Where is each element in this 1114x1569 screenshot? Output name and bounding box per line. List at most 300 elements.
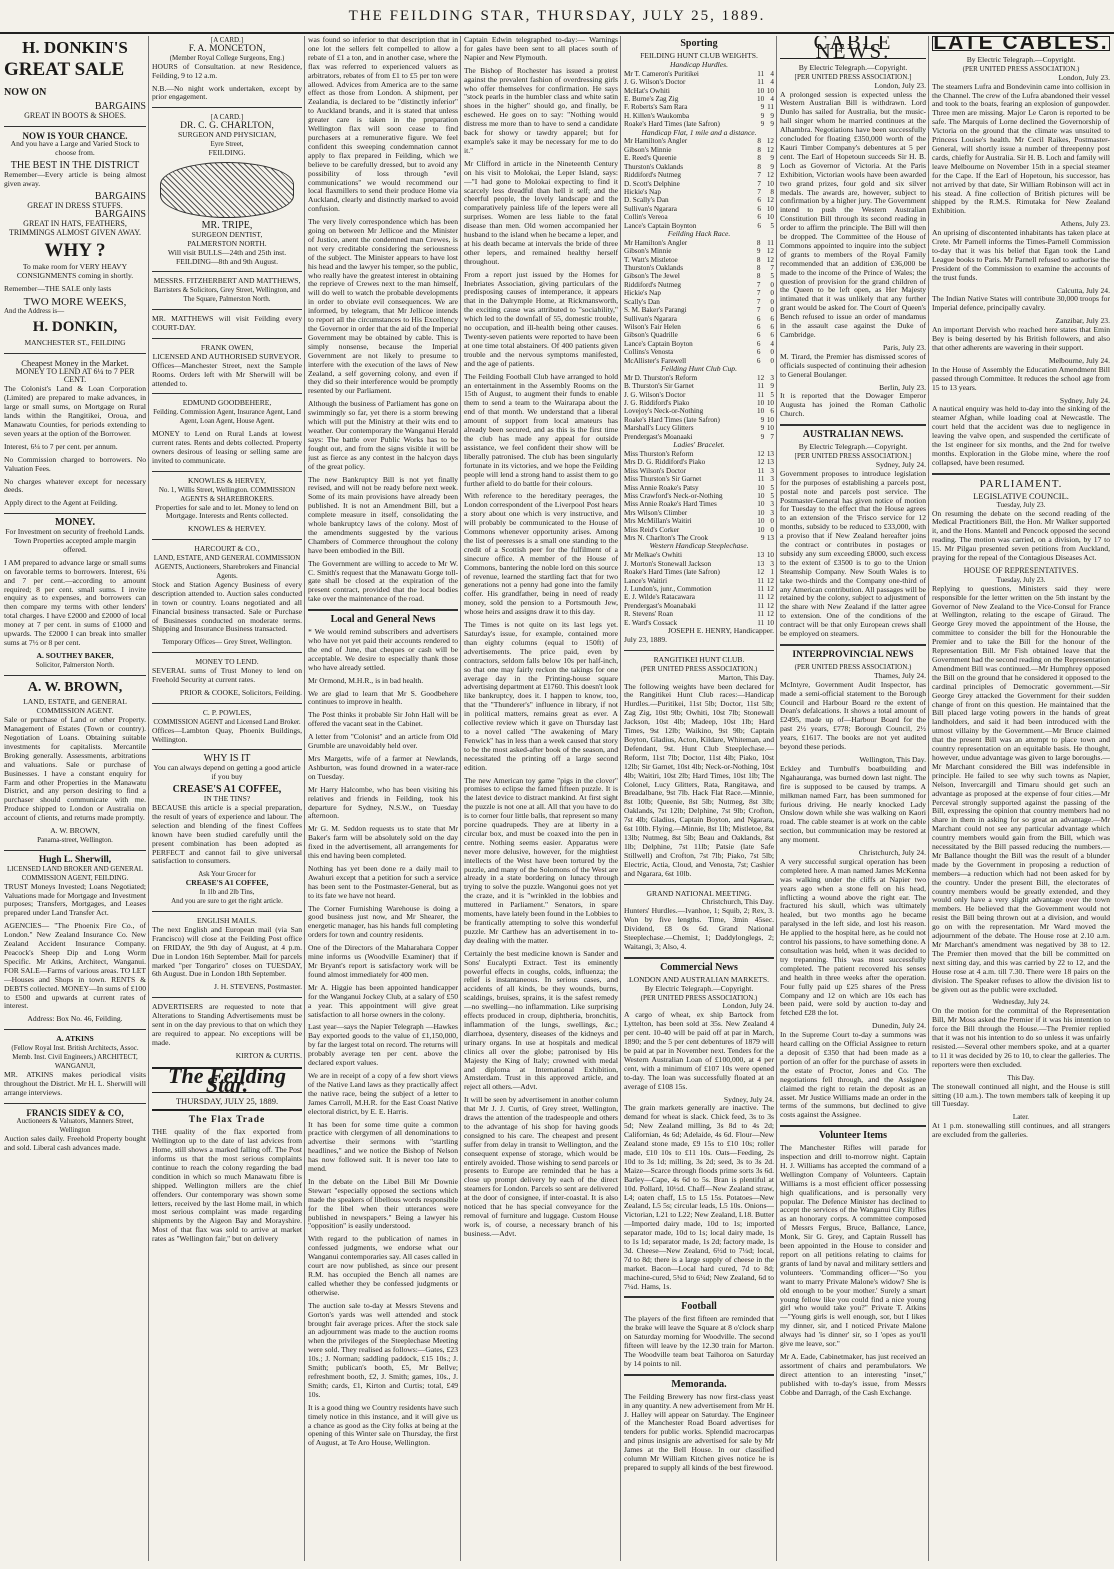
crease-coffee-2: CREASE'S A1 COFFEE, xyxy=(185,878,269,888)
weight-row xyxy=(624,458,774,466)
column-divider xyxy=(620,36,621,1561)
weight-pounds: 4 xyxy=(770,69,774,78)
temporary-offices: Temporary Offices— Grey Street, Wellington. xyxy=(162,638,292,647)
horse-name: Mrs Wilson's Climber xyxy=(624,508,688,517)
weight-pounds: 11 xyxy=(767,238,774,247)
sydney-text: The grain markets generally are inactive. The demand for wheat is slack. Chick feed, 3s to 3s 5d; New Zealand milling, 3s 8d to 4s 2d; Californian, 4s 6d; Adelaide, 4s 6d. Flour—New Zealand stone made, £9 15s to £10 10s; roller made, £10 10s to £11 10s. Oats—Feeding, 2s 10d to 3s 1d; milling, 3s 2d; seed, 3s to 3s 2d. Maize—Scarce through floods prime sorts 3s 6d. Barley—Cape, 4s 6d to 5s. Bran is plentiful at 10d. Pollard, 10½d. Chaff—New Zealand straw, L4; oaten chaff, L5 to L5 15s. Potatoes—New Zealand, L5 5s; circular leads, L5 10s. Onions—Victorian, L21 to L22; New Zealand, L18. Butter—Imported dairy made, 10d to 1s; imported separator made, 10d to 1s; local dairy made, 1s to 1s 1d; separator made, 1s 2d; factory made, 1s 3d. Cheese—New Zealand, 6½d to 7¼d; local, 7d to 8d; there is a large supply of cheese in the market. Bacon—Local hard cured, 7d to 8d; machine-cured, 5¾d to 6¼d; New Zealand, 6d to 7¼d. Hams, 1s. xyxy=(624,1103,774,1291)
weight-row xyxy=(624,340,774,348)
cheapest-money: Cheapest Money in the Market. xyxy=(21,357,129,368)
address-label: And the Address is— xyxy=(4,307,65,316)
local-item: Mr A. Higgie has been appointed handicapper for the Wanganui Jockey Club, at a salary of £50 a year. This appointment will give great satisfaction to all horse owners in the colony. xyxy=(308,982,458,1019)
weight-pounds: 10 xyxy=(766,551,774,560)
paris-text: M. Tirard, the Premier has dismissed scores of officials suspected of continuing their adhesion to General Boulanger. xyxy=(780,351,926,379)
weight-pounds: 10 xyxy=(766,424,774,433)
local-item: Mrs Margetts, wife of a farmer at Newlands, Ashburton, was found drowned in a water-race on Tuesday. xyxy=(308,753,458,781)
local-item: * We would remind subscribers and advertisers who have not yet paid their accounts rendered to the end of June, that cheques or cash will be acceptable. We desire to especially thank those who have already settled. xyxy=(308,627,458,672)
grand-national-heading: GRAND NATIONAL MEETING. xyxy=(646,888,752,898)
horse-name: Lance's Waitiri xyxy=(624,576,668,585)
steeplechase-heading: Western Handicap Steeplechase. xyxy=(649,541,749,551)
rangitikei-pa: (PER UNITED PRESS ASSOCIATION.) xyxy=(640,664,758,673)
cable-by: By Electric Telegraph.—Copyright. xyxy=(798,62,908,72)
sporting-heading: Sporting xyxy=(680,38,718,49)
athens-dateline: Athens, July 23. xyxy=(1060,219,1110,229)
legislative-text: On resuming the debate on the second reading of the Medical Practitioners Bill, the Hon. Mr Walker supported it, and the Hons. Mantell and Pencock opposed the second reading. The motion was carried, on a division, by 17 to 15. Mr Pilgau presented seven petitions from Auckland, praying for the repeal of the Contagious Diseases Act. xyxy=(932,508,1110,563)
weight-stone: 10 xyxy=(757,86,765,95)
weight-pounds: 12 xyxy=(766,137,774,146)
weight-stone: 7 xyxy=(757,187,762,196)
weight-pounds: 6 xyxy=(770,407,774,416)
weight-pounds: 3 xyxy=(770,508,774,517)
sherwill-sub: LICENSED LAND BROKER AND GENERAL COMMISSION AGENT, FEILDING. xyxy=(6,864,144,882)
weight-stone: 12 xyxy=(757,458,765,467)
donkin-name: H. DONKIN, xyxy=(32,318,118,335)
horse-name: J. G. Wilson's Doctor xyxy=(624,78,686,87)
weight-pounds: 5 xyxy=(770,221,774,230)
local-item: One of the Directors of the Maharahara Copper mine informs us (Woodville Examiner) that if Mr Bryant's report is satisfactory work will be found almost immediately for 400 men. xyxy=(308,943,458,979)
feilding-star-logo: The Feilding Star. xyxy=(152,1067,302,1094)
memoranda-heading: Memoranda. xyxy=(671,1378,727,1390)
horse-name: B. Thurston's Sir Garnet xyxy=(624,382,694,391)
news-item: Certainly the best medicine known is Sander and Sons' Eucalypti Extract. Test its eminently powerful effects in coughs, colds, influenza; the relief is instantaneous. In serious cases, and accidents of all kinds, be they wounds, burns, scaldings, bruises, sprains, it is the safest remedy—no swelling—no inflammation. Like surprising effects produced in croup, diphtheria, bronchitis, inflammation of the lungs, swellings, &c.; diarrhoea, dysentery, diseases of the kidneys and urinary organs. In use at hospitals and medical clinics all over the globe; patronised by His Majesty the King of Italy; crowned with medal and diploma at International Exhibition, Amsterdam. Trust in this approved article, and reject all others.—Advt. xyxy=(464,948,618,1092)
horse-name: Wilson's Fair Helen xyxy=(624,322,681,331)
horse-name: Gibson's Minnie xyxy=(624,145,672,154)
rangitikei-text: The following weights have been declared for the Rangitikei Hunt Club races:—Handicap Hurdles.—Puritikei, 11st 5lb; Doctor, 11st 5lb; Zag Zig, 10st 9lb; Owhiti, 10st 7lb; Stonewall Jackson, 10st 4lb; Madeep, 10st 1lb; Hard Times, 9st 12lb; Waikino, 9st 9lb; Captain Boyton, Gladius, Acton, Kildare, Whiteman, and Defendant, 9st. Hunt Club Steeplechase.—Reform, 11st 7lb; Doctor, 11st 4lb; Piako, 10st 12lb; Sir Garnet, 10st 4lb; Neck-or-Nothing, 10st 4lb; Waitiri, 10st 2lb; Hard Times, 10st 1lb; The Colonel, Lucy Glitters, Rata, Rangitawa, and Breadalbane, 9st 7lb. Hack Flat Race.—Minnie, 8st 10lb; Queenie, 8st 5lb; Nutmeg, 8st 3lb; Oaklands, 7st 12lb; Delphine, 7st 9lb; Crofton, 7st 4lb; Gladius, Captain Boyton, and Ngarara, 6st 10lb. Flying.—Minnie, 8st 1lb; Mistletoe, 8st 13lb; Nutmeg, 8st 5lb; Beau and Oaklands, 8st 1lb; Delphine, 7st 11lb; Patsie (late Safe Stillwell) and Crofton, 7st 7lb; Piako, 7st 5lb; Electric, Actia, Cloud, and Venosta, 7st; Cashier and Ngarara, 6st 10lb. xyxy=(624,681,774,878)
southey-sub: Solicitor, Palmerston North. xyxy=(35,660,115,669)
brown-text: Sale or purchase of Land or other Property. Management of Estates (Town or country). Negotiation of Loans. Obtaining suitable investments for capitalists. Mercantile Broking generally. Assessments, arbitrations and valuations. Sale or purchase of Businesses. I have a constant enquiry for Farm and other Properties in the Manawatu District, and any person desiring to find a purchaser should communicate with me. Produce shipped to London or Australia on account of clients, and returns made promptly. xyxy=(4,715,146,823)
weight-pounds: 0 xyxy=(770,306,774,315)
news-item: The Bishop of Rochester has issued a protest against the prevalent fashion of overdressing girls who offer themselves for confirmation. He says "stock pearls in the humbler class and white satin shoes in the higher" should go, and finally, be eschewed. He goes on to say: "Nothing would distress me more than to have to send a candidate back for showy or tawdry apparel; but for example's sake it may be necessary for me to do it." xyxy=(464,65,618,155)
local-item: The auction sale to-day at Messrs Stevens and Gorton's yards was well attended and stock brought fair average prices. After the stock sale an adjournment was made to the auction rooms when the privileges of the Steeplechase Meeting were sold. They realised as follows:—Gates, £23 10s.; J. Norman; saddling paddock, £15 10s.; J. Smith; publican's booth, £5, Mr Bellve; refreshment booth, £2, J. Smith; games, 10s., J. Smith; cards, £1, Kirton and Curtis; total, £49 10s. xyxy=(308,1300,458,1399)
eade-text: Mr A. Eade, Cabinetmaker, has just received an assortment of chairs and perambulators. We direct attention to an interesting "inset," published with to-day's issue, from Messrs Cobbe and Darragh, of the Cash Exchange. xyxy=(780,1351,926,1397)
news-item: The Feilding Football Club have arranged to hold an entertainment in the Assembly Rooms on the 15th of August, to augment their funds to enable them to send a team to the Wairarapa about the end of that month. We understand that a liberal amount of support from local amateurs has already been secured, and as this is the first time the club has made any appeal for outside assistance, we feel confident their show will be liberally patronised. The club has been singularly fortunate in its victories, and we hope the Feilding people will lend a strong hand to assist them to go further afield to do battle for their colours. xyxy=(464,371,618,488)
weight-pounds: 12 xyxy=(766,247,774,256)
weight-pounds: 9 xyxy=(770,111,774,120)
horse-name: Roake's Hard Times (late Safron) xyxy=(624,568,720,577)
weight-pounds: 3 xyxy=(770,559,774,568)
card-label: [A CARD.] xyxy=(210,36,244,44)
berlin-dateline: Berlin, July 23. xyxy=(879,382,926,392)
bargains-label: BARGAINS xyxy=(94,100,146,112)
weight-row xyxy=(624,517,774,525)
weight-row xyxy=(624,87,774,95)
local-item: We are glad to learn that Mr S. Goodbehere continues to improve in health. xyxy=(308,688,458,707)
flax-trade-text: THE quality of the flax exported from Wellington up to the date of last advices from Home, still shows a marked falling off. The Post informs us that the most serious complaints continue to reach the colony regarding the bad condition in which so much Manawatu fibre is shipped. Wellington millers are the chief offenders. Our contemporary was shown some letters, received by the last Home mail, in which most serious complaint was made regarding shipments by the Aigeon Bay and Morayshire. Most of that flax was sold to arrive at market rates as "Wellington fair," but on delivery xyxy=(152,1127,302,1244)
weight-stone: 9 xyxy=(760,120,765,129)
best-in-district: THE BEST IN THE DISTRICT xyxy=(10,160,140,172)
issue-date: THURSDAY, JULY 25, 1889. xyxy=(152,1095,302,1111)
weight-stone: 11 xyxy=(757,69,765,78)
weight-row xyxy=(624,602,774,610)
owen-sub: LICENSED AND AUTHORISED SURVEYOR. xyxy=(152,351,302,361)
weight-row xyxy=(624,103,774,111)
column-divider xyxy=(148,36,149,1561)
weight-stone: 8 xyxy=(757,137,762,146)
horse-name: E. J. Wilde's Ratacawara xyxy=(624,593,695,602)
weight-pounds: 12 xyxy=(766,255,774,264)
weight-row xyxy=(624,196,774,204)
knowles-text: Properties for sale and to let. Money to lend on Mortgage. Interests and Rents collected. xyxy=(155,502,299,521)
horse-name: Miss Crawford's Neck-or-Nothing xyxy=(624,492,723,501)
weight-pounds: 9 xyxy=(770,154,774,163)
weight-pounds: 12 xyxy=(766,593,774,602)
nb-text: N.B.—No night work undertaken, except by prior engagement. xyxy=(152,83,302,102)
weight-row xyxy=(624,272,774,280)
charlton-sub: SURGEON AND PHYSICIAN, xyxy=(177,130,277,140)
horse-name: Collin's Vereoa xyxy=(624,213,668,222)
horse-name: J. Morton's Stonewall Jackson xyxy=(624,559,712,568)
weight-row xyxy=(624,492,774,500)
harcourt-text: Stock and Station Agency Business of every description attended to. Auction sales conducted in town or country. Loans negotiated and all Financial business transacted. Sale or Purchase of Businesses conducted on moderate terms. Shipping and Insurance Business transacted. xyxy=(152,579,302,634)
handicap-flat-heading: Handicap Flat, 1 mile and a distance. xyxy=(641,127,757,137)
horse-name: D. Scally's Dan xyxy=(624,196,669,205)
fitzherbert-heading: MESSRS. FITZHERBERT AND MATTHEWS, xyxy=(153,276,301,286)
column-5-sporting xyxy=(624,36,774,1561)
weight-stone: 11 xyxy=(757,78,765,87)
weight-stone: 10 xyxy=(757,483,765,492)
athens-text: An uprising of discontented inhabitants has taken place at Crete. Mr Parnell informs the Times-Parnell Commission to-day that it was his belief that Egan took the Land League books to Paris. Mr Parnell refused to authorise the President of the Commission to examine the accounts of the trust funds. xyxy=(932,228,1110,282)
horse-name: Prendergast's Moanabaki xyxy=(624,601,697,610)
weight-row xyxy=(624,298,774,306)
steeplechase-table xyxy=(624,551,774,627)
horse-name: Roake's Hard Times (late Safron) xyxy=(624,415,720,424)
weight-row xyxy=(624,315,774,323)
weight-row xyxy=(624,407,774,415)
weight-pounds: 0 xyxy=(770,525,774,534)
brown-signature: A. W. BROWN, xyxy=(50,826,100,836)
weight-row xyxy=(624,560,774,568)
weight-row xyxy=(624,500,774,508)
weight-row xyxy=(624,163,774,171)
weight-pounds: 12 xyxy=(766,610,774,619)
horse-name: Mrs N. Charlton's The Crook xyxy=(624,534,709,543)
atkins-sub: (Fellow Royal Inst. British Architects, Assoc. Memb. Inst. Civil Engineers,) ARCHITECT, WANGANUI, xyxy=(11,1044,139,1070)
horse-name: T. Watt's Mistletoe xyxy=(624,255,678,264)
late-cables-by: By Electric Telegraph.—Copyright. xyxy=(966,54,1076,64)
bargains-hats: GREAT IN HATS, FEATHERS, TRIMMINGS ALMOST GIVEN AWAY. xyxy=(8,218,142,237)
weight-row xyxy=(624,526,774,534)
horse-name: Mr Melkae's Owhiti xyxy=(624,551,682,560)
wednesday-text: On the motion for the committal of the Representation Bill, Mr Moss asked the Premier if it was his intention to force the Bill through the House.—The Premier replied that it was not his intention to do so unless it was unfairly resisted.—Several other members spoke, and at a quarter to 11 it was decided by 26 to 10, to clear the galleries. The reporters were then excluded. xyxy=(932,1006,1110,1069)
local-item: Mr G. M. Seddon requests us to state that Mr Baker's farm will be absolutely sold on the day fixed in the advertisement, all arrangements for this end having been completed. xyxy=(308,824,458,861)
weight-stone: 6 xyxy=(756,331,761,340)
weight-stone: 8 xyxy=(756,272,761,281)
kirton-curtis: KIRTON & CURTIS. xyxy=(235,1050,302,1060)
weight-stone: 8 xyxy=(757,145,762,154)
horse-name: S. M. Baker's Parangi xyxy=(624,306,687,315)
horse-name: Miss Annie Roake's Patsy xyxy=(624,483,699,492)
in-the-tins: IN THE TINS? xyxy=(203,794,251,804)
weight-stone: 10 xyxy=(757,399,765,408)
weight-row xyxy=(624,180,774,188)
wellington-text: Eckley and Turnbull's boatbuilding and Ngahauranga, was burned down last night. The fire is supposed to be caused by tramps. A milkman named Farr, has been summoned for furious driving. He nearly knocked Lady Onslow down while she was walking on Kaori road. The cable steamer is at work on the cable section, but communication may be restored at any moment. xyxy=(780,763,926,845)
weight-pounds: 3 xyxy=(770,500,774,509)
news-item: It will be seen by advertisement in another column that Mr J. J. Curtis, of Grey street, Wellington, draws the attention of the tradespeople and others to the advantage of his shop for having goods consigned to his care. The cheapest and present suffer from delay in transit to Wellington, and the consequent expense of storage, which would be entirely avoided. Those wishing to send parcels or presents to Europe are reminded that he has a close up prompt delivery by each of the direct steamers for London. Parcels so sent are delivered at the door of consignee, if inter-coastal. It is also noticed that he has special conveyance for the removal of furniture and luggage. Custom House work is, of course, a necessary branch of his business.—Advt. xyxy=(464,1095,618,1238)
weight-stone: 13 xyxy=(757,551,765,560)
local-item: A letter from "Colonist" and an article from Old Grumble are unavoidably held over. xyxy=(308,732,458,751)
weight-stone: 9 xyxy=(760,534,765,543)
dunedin-text: In the Supreme Court to-day a summons was heard calling on the Official Assignee to return a deposit of £350 that had been made as a portion of an offer for the purchase of assets in the estate of Proctor, Jones and Co. The negotiations fell through, and the Assignee claimed the right to retain the deposit as an asset. Mr Justice Williams made an order in the terms of the summons, but declined to give costs against the Assignee. xyxy=(780,1030,926,1120)
legislative-dateline: Tuesday, July 23. xyxy=(996,500,1046,509)
bankruptcy-bill: The new Bankruptcy Bill is not yet finally revised, and will not be ready before next week. Some of its main provisions have already been published. It is not an Amendment Bill, but a complete measure in itself, consolidating the whole bankruptcy laws of the colony. Most of the amendments suggested by the various Chambers of Commerce throughout the colony have been embodied in the Bill. xyxy=(308,474,458,555)
tins-sizes: In 1lb and 2lb Tins, xyxy=(199,888,255,897)
ladies-bracelet-heading: Ladies' Bracelet. xyxy=(673,440,725,450)
commercial-dateline: London, July 24. xyxy=(722,1001,774,1011)
auction-text: Auction sales daily. Freehold Property bought and sold. Liberal cash advances made. xyxy=(4,1134,146,1153)
weight-stone: 11 xyxy=(757,382,765,391)
horse-name: E. Reed's Queenie xyxy=(624,154,677,163)
weight-pounds: 10 xyxy=(766,86,774,95)
handicap-date: July 23, 1889. xyxy=(624,634,668,644)
weight-row xyxy=(624,213,774,221)
weight-stone: 9 xyxy=(760,111,765,120)
horse-name: Scally's Dan xyxy=(624,297,660,306)
horse-name: Miss Annie Roake's Hard Times xyxy=(624,500,717,509)
news-item: Captain Edwin telegraphed to-day:— Warnings for gales have been sent to all places south of Napier and New Plymouth. xyxy=(464,36,618,62)
weight-stone: 7 xyxy=(756,280,761,289)
weight-stone: 7 xyxy=(757,179,762,188)
horse-name: J. G. Riddiford's Piako xyxy=(624,399,690,408)
horse-name: Riddiford's Nutmeg xyxy=(624,171,681,180)
local-item: It is a good thing we Country residents have such timely notice in this instance, and it will give us a chance as good as the City folks at being at the opening of this Winter sale on Thursday, the first of August, at Te Aro House, Wellington. xyxy=(308,1402,458,1448)
weight-pounds: 0 xyxy=(770,356,774,365)
weight-stone: 9 xyxy=(760,424,765,433)
thames-dateline: Thames, July 24. xyxy=(874,670,926,680)
charlton-address: Eyre Street, xyxy=(210,140,244,149)
tripe-town: PALMERSTON NORTH. xyxy=(187,238,267,248)
goodbehere-text: MONEY to Lend on Rural Lands at lowest current rates. Rents and debts collected. Property owners desirous of leasing or selling same are invited to communicate. xyxy=(152,429,302,465)
money-text: For Investment on security of freehold Lands. Town Properties accepted ample margin offered. xyxy=(5,527,145,554)
apply-text: Apply direct to the Agent at Feilding. xyxy=(4,498,118,508)
weight-row xyxy=(624,577,774,585)
charlton-town: FEILDING. xyxy=(208,147,246,157)
weight-pounds: 10 xyxy=(766,213,774,222)
australian-text: Government proposes to introduce legislation for the purposes of establishing a parcels post, postal note and parcels post service. The Postmaster-General has given notice of motion for Tuesday to the effect that the House agrees to an extension of the 'Frisco service for 12 months, subsidy to be reduced to £33,000, with a proviso that if New Zealand hereafter joins the contract or contributes in postages or subsidy any sum exceeding £8000, such excess to the extent of £3500 is to go to the Union Steamship Company. New South Wales is to take two-thirds and the Company one-third of any American contribution. All passages will be retained by the colony, subject to adjustment of the share with New Zealand if the latter agree to extension. One of the conditions of the contract will be that only European crews shall be employed on steamers. xyxy=(780,468,926,639)
horse-name: Marshall's Lucy Glitters xyxy=(624,424,694,433)
weight-pounds: 13 xyxy=(766,534,774,543)
weight-pounds: 9 xyxy=(770,120,774,129)
weight-pounds: 3 xyxy=(770,466,774,475)
football-text: The players of the first fifteen are reminded that the brake will leave the Square at 8 o'clock sharp on Saturday morning for Woodville. The second fifteen will leave by the 12.30 train for Marton. The Woodville team beat Taihoroa on Saturday by 14 points to nil. xyxy=(624,1314,774,1368)
weight-row xyxy=(624,391,774,399)
australian-pa: [PER UNITED PRESS ASSOCIATION.] xyxy=(794,451,912,460)
hunt-cup-heading: Feilding Hunt Club Cup. xyxy=(661,363,737,373)
local-item: Nothing has yet been done re a daily mail to Awahuri except that a petition for such a service has been sent to the Postmaster-General, but as to its fate we have not heard. xyxy=(308,863,458,900)
bargains-boots: GREAT IN BOOTS & SHOES. xyxy=(24,110,126,120)
newspaper-title: THE FEILDING STAR, THURSDAY, JULY 25, 1889. xyxy=(348,8,766,24)
weight-pounds: 10 xyxy=(766,399,774,408)
horse-name: E. Ward's Cossack xyxy=(624,618,678,627)
news-item: The Times is not quite on its last legs yet. Saturday's issue, for example, contained more than eighty columns (equal to 150ft) of advertisements. The price paid, even by contractors, seldom falls below 10s per half-inch, so that one may fairly reckon the takings for one average day in the Printing-house square advertising department at £1760. This doesn't look like bankruptcy, does it. I happen to know, too, that the "Thunderer's" influence in library, if not in political matters, remains great as ever. A collective review which it gave on Thursday last to a novel called "The awakening of Mary Fenwick" has in less than a week caused that story to be the most asked-after book of the season, and necessitated the printing off a large second edition. xyxy=(464,620,618,772)
weight-pounds: 6 xyxy=(770,331,774,340)
crease-coffee: CREASE'S A1 COFFEE, xyxy=(172,784,282,796)
paris-dateline: Paris, July 23. xyxy=(882,342,926,352)
weight-pounds: 10 xyxy=(766,415,774,424)
later-dateline: Later. xyxy=(1012,1113,1030,1122)
weight-stone: 6 xyxy=(757,204,762,213)
why-is-it-text: You can always depend on getting a good article if you buy xyxy=(153,763,301,782)
london-text: The steamers Lufra and Bondevinin came into collision in the Channel. The crew of the Lufra abandoned their vessel and took to the boats, fearing an explosion of gunpowder. Three men are missing. Major Le Caron is reported to be safe. The Marquis of Lorne declined the Governorship of Victoria on the ground that the climate was unsuited to Princess Louise's health. Mr Cecil Raikes, Postmaster-General, will shortly issue a number of threepenny post cards, chiefly for Australia. Sir H. B. Loch and family will leave Melbourne on November 15th in a special steamer for the Cape. If the Earl of Hopetoun, his successor, has not arrived by that date, Sir William Robinson will act in his stead. A fine collection of British pictures will be shipped by the R.M.S. Rimutaka for New Zealand Exhibition. xyxy=(932,81,1110,216)
australian-by: By Electric Telegraph.—Copyright. xyxy=(798,442,908,452)
remember-text: Remember—Every article is being almost given away. xyxy=(4,170,146,189)
column-divider xyxy=(304,36,305,1561)
news-item: The new American toy game "pigs in the clover" promises to eclipse the famed fifteen puzzle. It is the latest device to distract mankind. At first sight the puzzle is not one at all. All that you have to do is to corner four little balls, that represent so many porcine quadrupeds. They are at liberty in a circular box, and must be coaxed into the pen in centre. Nothing seems easier. Apparatus were never more delusive, however, for the mightiest intellects of the West have been tortured by the puzzle, and many of the Solomons of the West are already in a state bordering on lunacy through trying to solve the puzzle. Wangonui goes not yet the craze, and it is "wrinkled in the lobbies and muttered in Parliament." Senators, in spare moments, have lately been found in the Lobbies to be frantically attempting to solve this wonderful puzzle. Mr Carthew has an advertisement in to-day dealing with the matter. xyxy=(464,775,618,945)
postmaster-signature: J. H. STEVENS, Postmaster. xyxy=(214,982,302,992)
hack-race-heading: Feilding Hack Race. xyxy=(667,228,731,238)
weight-stone: 11 xyxy=(757,466,765,475)
weight-row xyxy=(624,323,774,331)
interprovincial-heading: INTERPROVINCIAL NEWS xyxy=(792,650,914,660)
southey-baker: A. SOUTHEY BAKER, xyxy=(36,650,114,660)
fitzherbert-sub: Barristers & Solicitors, Grey Street, Wellington, and The Square, Palmerston North. xyxy=(153,286,301,304)
weight-pounds: 3 xyxy=(770,475,774,484)
interest-text: Interest, 6¼ to 7 per cent. per annum. xyxy=(4,441,118,451)
powles-text: Offices—Lambton Quay, Phoenix Buildings, Wellington. xyxy=(152,725,302,744)
weight-row xyxy=(624,374,774,382)
weight-pounds: 4 xyxy=(770,339,774,348)
weight-pounds: 7 xyxy=(770,264,774,273)
powles-heading: C. P. POWLES, xyxy=(202,707,252,717)
weight-pounds: 0 xyxy=(770,280,774,289)
several-text: SEVERAL sums of Trust Money to lend on Freehold Security at current rates. xyxy=(152,666,302,685)
weight-stone: 6 xyxy=(756,356,761,365)
local-item: The Post thinks it probable Sir John Hall will be offered the vacant seat in the Cabinet. xyxy=(308,710,458,729)
weight-pounds: 0 xyxy=(770,297,774,306)
weight-row xyxy=(624,424,774,432)
harcourt-sub: LAND, ESTATE, AND GENERAL COMMISSION AGENTS, Auctioneers, Sharebrokers and Financial Agents. xyxy=(153,554,301,580)
weight-stone: 10 xyxy=(757,500,765,509)
horse-name: Miss Thurston's Reform xyxy=(624,450,694,458)
horse-name: F. Roberts's Sam Rara xyxy=(624,103,688,112)
weight-pounds: 10 xyxy=(766,618,774,627)
column-7-late-cables xyxy=(932,36,1110,1561)
column-1-advertisements xyxy=(4,36,146,1561)
sale-lasts: Remember—THE SALE only lasts xyxy=(4,284,112,294)
weight-row xyxy=(624,171,774,179)
weight-row xyxy=(624,70,774,78)
tripe-heading: MR. TRIPE, xyxy=(201,219,253,231)
calcutta-dateline: Calcutta, July 24. xyxy=(1056,285,1110,295)
horse-name: E. Burne's Zag Zig xyxy=(624,94,679,103)
weight-stone: 6 xyxy=(756,339,761,348)
weight-row xyxy=(624,112,774,120)
horse-name: Thurston's Oaklands xyxy=(624,162,683,171)
horse-name: Lance's Captain Boyton xyxy=(624,339,693,348)
news-item: With reference to the hereditary peerages, the London correspondent of the Liverpool Post hears a story about one which is very instructive, and will probably be communicated to the House of Commons whenever opportunity arises. Among the list of peeresses is a small one standing to the credit of a Scottish peer for the fulfilment of a sinecure office. A member of the House of Commons, bantering the noble lord on this source of revenue, learned the startling fact that for two generations not a penny had gone into the family coffer. His grandfather, being in need of ready money, sold the pension to a Portsmouth Jew, whose heirs and assigns draw it to this day. xyxy=(464,491,618,617)
horse-name: Mrs McMillan's Waitiri xyxy=(624,517,692,526)
weight-stone: 12 xyxy=(757,373,765,382)
horse-name: J. Lundon's, junr., Commotion xyxy=(624,585,712,593)
horse-name: Collins's Venosta xyxy=(624,348,674,357)
weight-row xyxy=(624,78,774,86)
dunedin-dateline: Dunedin, July 24. xyxy=(872,1021,926,1031)
weight-stone: 13 xyxy=(757,559,765,568)
representatives-dateline: Tuesday, July 23. xyxy=(996,575,1046,584)
column-4-news xyxy=(464,36,618,1561)
weight-stone: 11 xyxy=(757,593,765,602)
weight-stone: 8 xyxy=(757,154,762,163)
local-item: The Corner Furnishing Warehouse is doing a good business just now, and Mr Shearer, the energetic manager, has his hands full completing orders for town and country residents. xyxy=(308,903,458,940)
two-weeks: TWO MORE WEEKS, xyxy=(23,296,127,309)
weight-stone: 7 xyxy=(756,297,761,306)
column-6-cable-news xyxy=(780,36,926,1561)
weight-pounds: 7 xyxy=(770,432,774,441)
crewes-paragraph: The very lively correspondence which has been going on between Mr Jellicoe and the Minister of Justice, anent the condemned man Crewes, is not very creditable considering the seriousness of the subject. The Minister appears to have lost his head and the lawyer his temper, so the public, who really have the greatest interest in obtaining the reprieve of Crewes next to the man himself, will do well to watch the probable developments in order to obviate evil consequences. We are informed, by telegram, that Mr Jellicoe intends to report all the circumstances to His Excellency the Governor in order that the aid of the Imperial Government may be obtained by cable. This is simply nonsense, because the Imperial Government are not likely to presume to interfere with the execution of the laws of New Zealand, a self governing colony, and even if they did so their interference would be promptly resented by our Parliament. xyxy=(308,217,458,396)
weight-pounds: 0 xyxy=(770,348,774,357)
parliament-heading: PARLIAMENT. xyxy=(979,477,1063,490)
horse-name: Roake's Hard Times (late Safron) xyxy=(624,120,720,129)
weight-stone: 9 xyxy=(760,432,765,441)
zanzibar-text: An important Dervish who reached here states that Emin Bey is being deserted by his British followers, and also that other adherents are wavering in their support. xyxy=(932,325,1110,352)
weight-stone: 8 xyxy=(756,264,761,273)
weight-stone: 11 xyxy=(757,618,765,627)
melbourne-text: In the House of Assembly the Education Amendment Bill passed through Committee. It reduces the school age from 15 to 13 years. xyxy=(932,364,1110,392)
horse-name: Mrs D. G. Riddiford's Piako xyxy=(624,458,706,467)
football-heading: Football xyxy=(681,1301,717,1313)
fhc-weights-heading: FEILDING HUNT CLUB WEIGHTS. xyxy=(640,50,758,60)
flax-continued: was found so inferior to that description that in one lot the sellers felt compelled to allow a rebate of £1 a ton, and in another case, where the flax was referred to experienced valuers as arbitrators, rebates of from £1 to £5 per ton were allowed. Advices from America are to the same effect as those from London. A shipment, per Zealandia, is declared to be "distinctly inferior" to Auckland brands, and it is stated that unless greater care is taken in the preparation Wellington flax will soon cease to find purchasers at a remunerative figure. We feel confident this sweeping condemnation cannot apply to flax prepared in Feilding, which we believe to be carefully dressed, but to avoid any possibility of loss through "evil communications" we would recommend our local flaxmillers to send their produce Home via Auckland, clearly and distinctly marked to avoid confusion. xyxy=(308,36,458,214)
volunteer-text: The Manchester Rifles will parade for inspection and drill to-morrow night. Captain H. J. Williams has accepted the command of a Wellington Company of Volunteers. Captain Williams is a most efficient officer possessing high qualifications, and is personally very popular. The Defence Minister has declined to accept the services of the Wanganui City Rifles as an honorary corps. A committee composed of Messrs Fergus, Bruce, Ballance, Lance, Monk, Sir G. Grey, and Captain Russell has been appointed in the House to consider and report on all petitions relating to claims for grants of land by naval and military settlers and volunteers. 'Commanding officer—"So you want to marry Private Malone's widow? She is old enough to be your mother.' Surely a smart young fellow like you could find a nice young girl who would take you?" Private T. Atkins —"Young girls is well enough, sor, but I likes my dinner, sir, and I noticed Private Malone always had 'is dinner' sir, so I 'opes as you'll give me leave, sor." xyxy=(780,1143,926,1349)
money-heading: MONEY. xyxy=(55,517,95,529)
horse-name: R. Stevens' Roan xyxy=(624,610,674,619)
weight-row xyxy=(624,348,774,356)
interprovincial-pa: (PER UNITED PRESS ASSOCIATION.) xyxy=(794,662,912,671)
weight-stone: 10 xyxy=(757,525,765,534)
weight-stone: 9 xyxy=(760,103,765,112)
weight-stone: 10 xyxy=(757,508,765,517)
christchurch-text: A very successful surgical operation has been completed here. A man named James McKenna was walking under the cliffs at Napier two years ago when a stone fell on his head, inflicting a wound above the right ear. The fractured his skull, which was ultimately healed, but two months ago he became paralysed in the left side, and lost his reason. He applied to the hospital here, as he could not control his passions, to have something done. A consultation was held, when it was decided to try trepanning. This was most successfully completed. The patient recovered his senses and health in three weeks after the operation. Four fully paid up £25 shares of the Press Company and 12 on which are 10s each has been paid, were sold by auction to-day and fetched £28 the lot. xyxy=(780,856,926,1018)
weight-pounds: 4 xyxy=(770,78,774,87)
horse-name: Prendergast's Moanaaki xyxy=(624,432,693,441)
right-article: And you are sure to get the right article. xyxy=(171,897,283,906)
handicap-flat-table xyxy=(624,137,774,229)
flax-trade-heading: The Flax Trade xyxy=(188,1115,266,1126)
horse-name: Mr T. Cameron's Puritikei xyxy=(624,69,699,78)
weight-pounds: 9 xyxy=(770,162,774,171)
powles-sub: COMMISSION AGENT and Licensed Land Broker. xyxy=(153,717,301,726)
commercial-text: A cargo of wheat, ex ship Bartock from Lyttelton, has been sold at 35s. New Zealand 4 per cent. 10-40 will be paid off at par in March, 1890; and the 5 per cent debentures of 1879 will be paid at par in November next. Tenders for the Western Australian Loan of £100,000, at 4 per cent, with a minimum of £107 10s were opened to-day. The loan was successfully floated at an average of £108 15s. xyxy=(624,1010,774,1091)
horse-name: Mr Hamilton's Angler xyxy=(624,238,688,247)
weight-pounds: 5 xyxy=(770,390,774,399)
ask-grocer: Ask Your Grocer for xyxy=(198,870,256,879)
local-item: Mr Harry Halcombe, who has been visiting his relatives and friends in Feilding, took his departure for Sydney, N.S.W., on Tuesday afternoon. xyxy=(308,784,458,821)
thames-text: McIntyre, Government Audit Inspector, has made a semi-official statement to the Borough Council and Harbour Board re the extent of Dean's defalcations. It shows a total amount of £2495, made up of—Harbour Board for the past 2½ years, £778; Borough Council, 2½ years, £1617. The books are not yet audited beyond these periods. xyxy=(780,679,926,752)
handicap-hurdles-table xyxy=(624,70,774,129)
weight-row xyxy=(624,551,774,559)
weight-stone: 6 xyxy=(756,348,761,357)
sidey-heading: FRANCIS SIDEY & CO, xyxy=(26,1107,124,1118)
horse-name: Hickie's Nap xyxy=(624,187,662,196)
weight-stone: 9 xyxy=(756,247,761,256)
commercial-pa: (PER UNITED PRESS ASSOCIATION.) xyxy=(640,993,758,1002)
masthead xyxy=(0,0,1114,34)
brown-heading: A. W. BROWN, xyxy=(27,679,123,695)
why-is-it-heading: WHY IS IT xyxy=(203,753,251,765)
card-label-2: [A CARD.] xyxy=(210,113,244,122)
why-text: To make room for VERY HEAVY CONSIGNMENTS coming in shortly. xyxy=(16,262,134,281)
dentures-illustration xyxy=(160,162,294,218)
brown-address: Panama-street, Wellington. xyxy=(37,836,113,844)
weight-stone: 6 xyxy=(756,314,761,323)
weight-row xyxy=(624,509,774,517)
weight-row xyxy=(624,188,774,196)
this-day-dateline: This Day. xyxy=(1007,1073,1035,1082)
column-2-advertisements xyxy=(152,36,302,1561)
weight-pounds: 13 xyxy=(766,458,774,467)
grand-national-text: Hunters' Hurdles.—Ivanhoe, 1; Squib, 2; Rex, 3. Won by five lengths. Time, 3min 45sec. Dividend, £8 0s 6d. Grand National Steeplechase.—Chemist, 1; Daddylonglegs, 2; Waitangi, 3; Also, 4. xyxy=(624,906,774,951)
commercial-by: By Electric Telegraph.—Copyright. xyxy=(644,983,754,993)
horse-name: Riddiford's Nutmeg xyxy=(624,280,681,289)
owen-text: Offices—Manchester Street, next the Sample Rooms. Orders left with Mr Sherwill will be attended to. xyxy=(152,360,302,388)
